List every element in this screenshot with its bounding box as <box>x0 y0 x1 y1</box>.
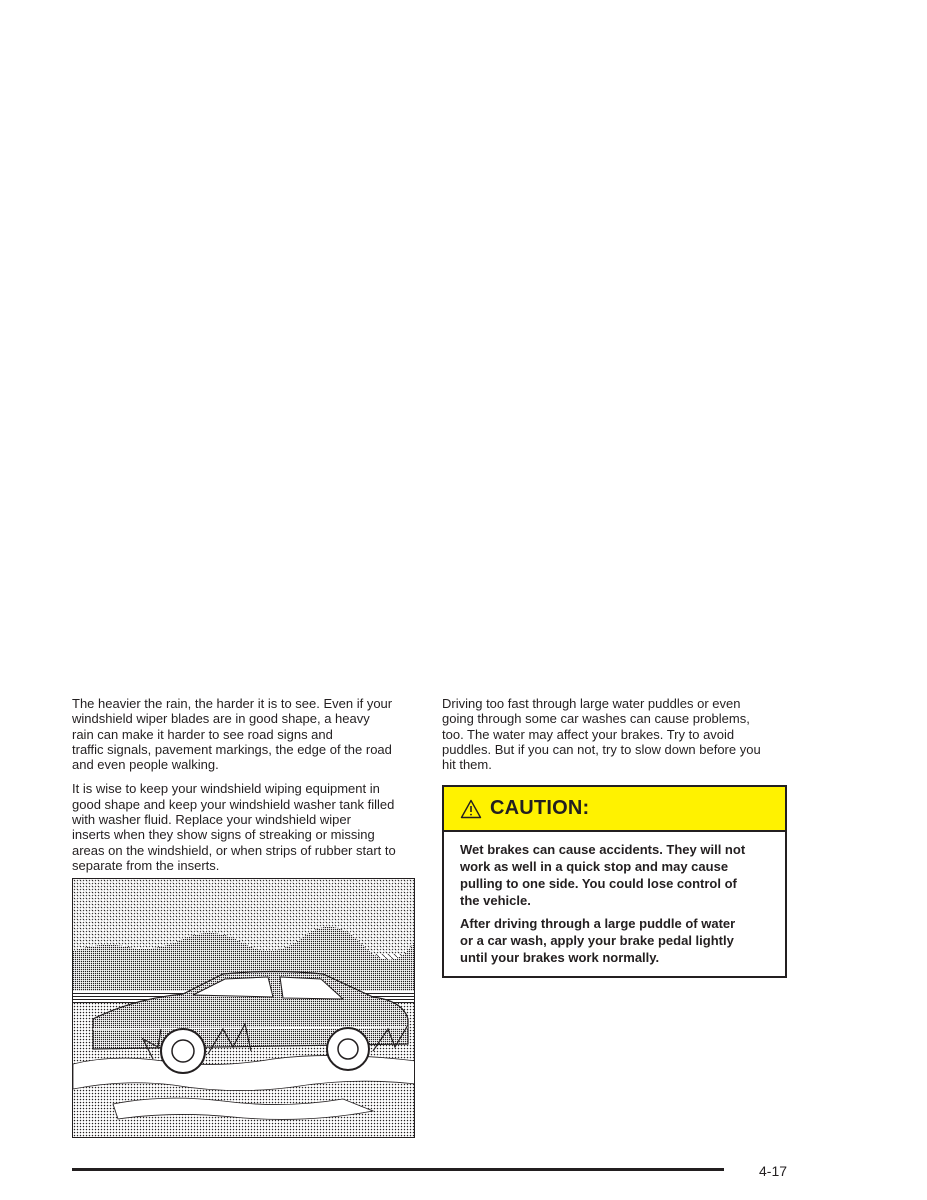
caution-box <box>442 785 787 978</box>
right-column <box>442 696 792 781</box>
paragraph-puddles: Driving too fast through large water puddles or even going through some car washes can cause problems, too. The water may affect your brakes. Try to avoid puddles. But if you can not, try to slow down before you hit them. <box>442 696 761 773</box>
caution-title: CAUTION: <box>490 797 590 819</box>
car-puddle-illustration <box>72 878 415 1138</box>
caution-body <box>444 832 785 966</box>
caution-header <box>444 787 785 832</box>
page-number: 4-17 <box>759 1163 788 1179</box>
caution-paragraph-wet-brakes: Wet brakes can cause accidents. They will not work as well in a quick stop and may cause pulling to one side. You could lose control of the vehicle. <box>460 842 746 908</box>
paragraph-rain-visibility: The heavier the rain, the harder it is to see. Even if your windshield wiper blades are in good shape, a heavy rain can make it harder to see road signs and traffic signals, pavement markings, the edge of the road and even people walking. <box>72 696 393 773</box>
caution-paragraph-brake-lightly: After driving through a large puddle of water or a car wash, apply your brake pedal lightly until your brakes work normally. <box>460 916 736 965</box>
car-splash-icon <box>73 879 415 1138</box>
left-column <box>72 696 422 882</box>
footer-rule <box>72 1168 724 1171</box>
warning-triangle-icon <box>460 799 482 819</box>
paragraph-wiper-maintenance: It is wise to keep your windshield wiping equipment in good shape and keep your windshield washer tank filled with washer fluid. Replace your windshield wiper inserts when they show signs of streaking or missing areas on the windshield, or when strips of rubber start to separate from the inserts. <box>72 781 396 873</box>
